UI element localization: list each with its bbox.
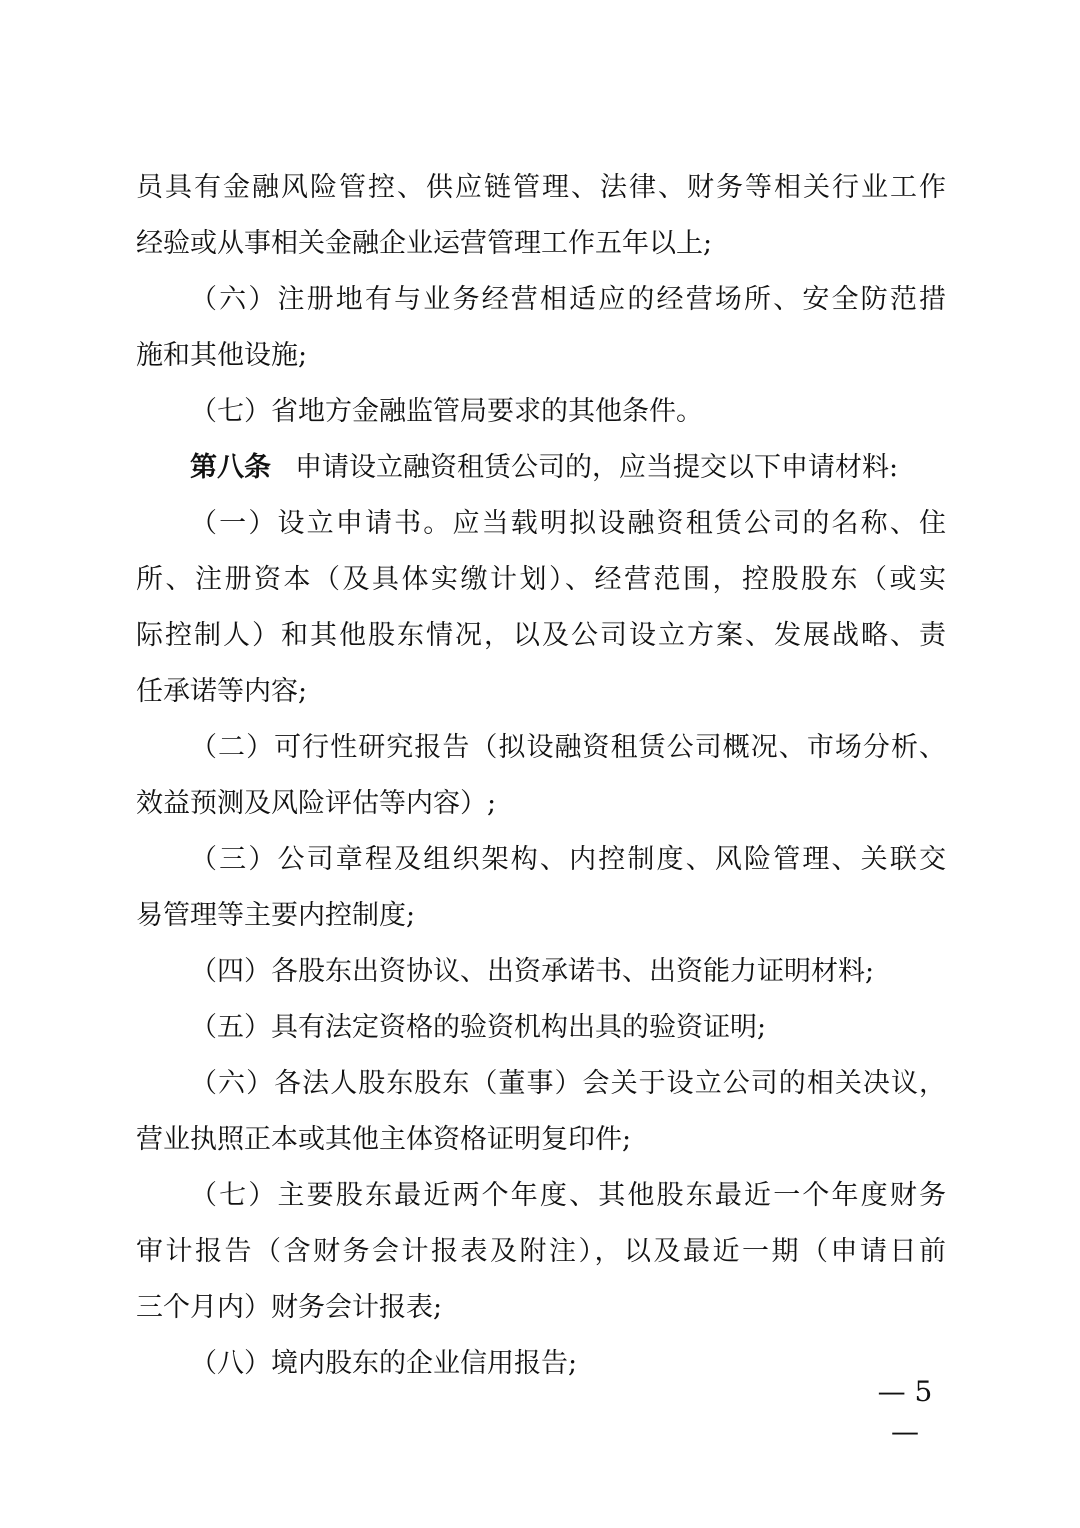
text-line: 任承诺等内容; <box>136 676 308 707</box>
text-line: 效益预测及风险评估等内容）; <box>136 788 497 819</box>
text-line: 三个月内）财务会计报表; <box>136 1292 443 1323</box>
text-line: （一）设立申请书。应当载明拟设融资租赁公司的名称、住 <box>190 508 946 539</box>
text-line: （七）省地方金融监管局要求的其他条件。 <box>190 396 703 427</box>
text-line: 所、注册资本（及具体实缴计划）、经营范围，控股股东（或实 <box>136 564 946 595</box>
text-line: 际控制人）和其他股东情况，以及公司设立方案、发展战略、责 <box>136 620 946 651</box>
text-line: （六）注册地有与业务经营相适应的经营场所、安全防范措 <box>190 284 946 315</box>
text-line: （三）公司章程及组织架构、内控制度、风险管理、关联交 <box>190 844 946 875</box>
text-line: （八）境内股东的企业信用报告; <box>190 1348 578 1379</box>
article-heading: 第八条 <box>190 452 271 483</box>
text-line: 易管理等主要内控制度; <box>136 900 416 931</box>
text-line: 经验或从事相关金融企业运营管理工作五年以上; <box>136 228 713 259</box>
text-line: （二）可行性研究报告（拟设融资租赁公司概况、市场分析、 <box>190 732 946 763</box>
text-line: （六）各法人股东股东（董事）会关于设立公司的相关决议， <box>190 1068 946 1099</box>
text-line: 营业执照正本或其他主体资格证明复印件; <box>136 1124 632 1155</box>
article-text: 申请设立融资租赁公司的，应当提交以下申请材料: <box>295 452 899 483</box>
text-line: 施和其他设施; <box>136 340 308 371</box>
text-line: （五）具有法定资格的验资机构出具的验资证明; <box>190 1012 767 1043</box>
page-number: — 5 — <box>877 1375 933 1448</box>
text-line: 员具有金融风险管控、供应链管理、法律、财务等相关行业工作 <box>136 172 946 203</box>
article-line <box>136 440 946 496</box>
text-line: （七）主要股东最近两个年度、其他股东最近一个年度财务 <box>190 1180 946 1211</box>
text-line: （四）各股东出资协议、出资承诺书、出资能力证明材料; <box>190 956 875 987</box>
document-body <box>136 160 946 1392</box>
text-line: 审计报告（含财务会计报表及附注），以及最近一期（申请日前 <box>136 1236 946 1267</box>
